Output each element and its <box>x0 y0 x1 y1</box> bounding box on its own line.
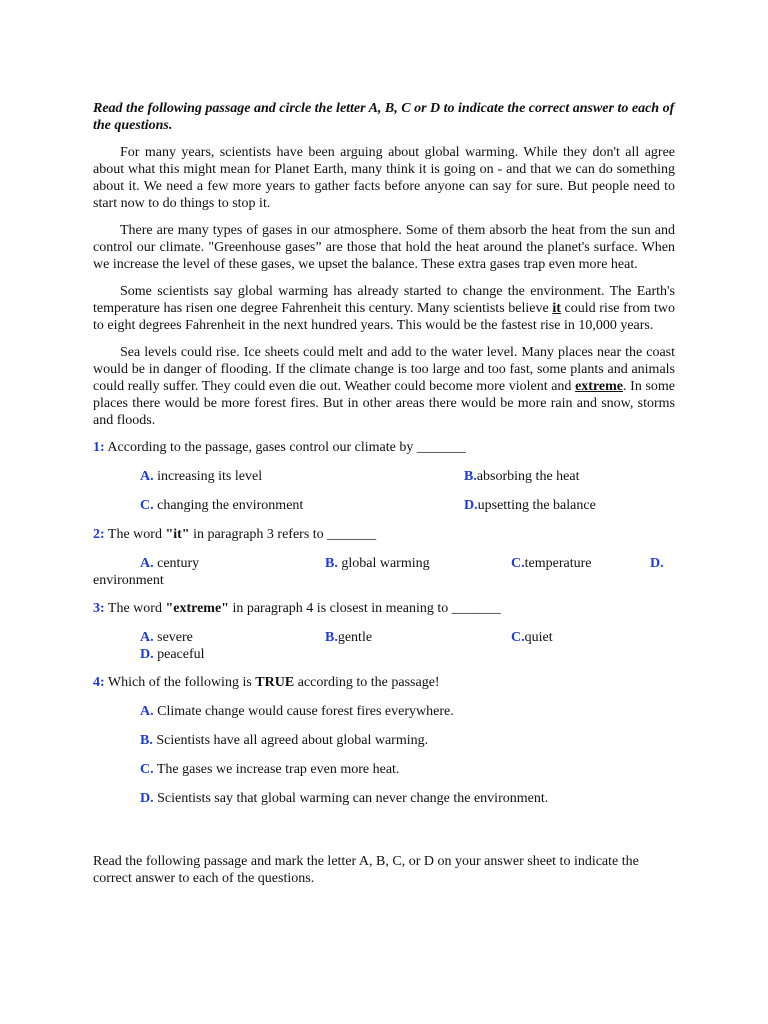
question-2-number: 2: <box>93 527 105 542</box>
option-text: quiet <box>524 630 553 645</box>
question-3-text-post: in paragraph 4 is closest in meaning to _______ <box>228 601 501 616</box>
option-text: absorbing the heat <box>476 469 580 484</box>
option-letter: B. <box>325 556 338 571</box>
question-2-options <box>93 555 675 589</box>
question-4-option-c[interactable] <box>140 761 675 778</box>
question-3-option-d[interactable] <box>140 646 205 663</box>
option-text: Scientists say that global warming can never change the environment. <box>153 791 549 806</box>
option-letter: D. <box>140 647 154 662</box>
option-text: The gases we increase trap even more heat. <box>153 762 400 777</box>
question-1-option-d[interactable] <box>464 497 596 514</box>
worksheet-page <box>93 100 675 887</box>
option-letter: A. <box>140 556 154 571</box>
question-1-number: 1: <box>93 440 105 455</box>
underlined-word-it: it <box>552 301 561 316</box>
question-2-option-b[interactable] <box>325 555 430 572</box>
paragraph-3-text-b: could rise from two to eight degrees Fahrenheit in the next hundred years. This would be the fastest rise in 10,000 years. <box>93 301 676 333</box>
question-4-option-a[interactable] <box>140 703 675 720</box>
option-letter: D. <box>650 556 664 571</box>
passage-instruction: Read the following passage and circle the letter A, B, C or D to indicate the correct answer to each of the questions. <box>93 101 675 133</box>
option-letter: B. <box>140 733 153 748</box>
option-text: increasing its level <box>153 469 263 484</box>
option-text: Scientists have all agreed about global warming. <box>152 733 429 748</box>
option-text: temperature <box>524 556 592 571</box>
option-text: peaceful <box>153 647 205 662</box>
question-3-keyword: "extreme" <box>165 601 229 616</box>
question-4-option-b[interactable] <box>140 732 675 749</box>
question-4-keyword: TRUE <box>255 675 295 690</box>
option-text: gentle <box>337 630 373 645</box>
underlined-word-extreme: extreme <box>575 379 624 394</box>
option-letter: B. <box>464 469 477 484</box>
option-letter: B. <box>325 630 338 645</box>
option-letter: D. <box>140 791 154 806</box>
option-letter: C. <box>140 498 154 513</box>
question-2-option-a[interactable] <box>140 555 199 572</box>
question-3-options <box>93 629 675 663</box>
question-3-option-a[interactable] <box>140 629 193 646</box>
paragraph-4-text-b: . In some places there would be more forest fires. But in other areas there would be more rain and snow, storms and floods. <box>93 379 676 428</box>
question-2-option-c[interactable] <box>511 555 591 572</box>
option-letter: A. <box>140 704 154 719</box>
question-2-text-post: in paragraph 3 refers to _______ <box>189 527 377 542</box>
question-2-option-d-text[interactable] <box>93 572 164 589</box>
paragraph-4 <box>93 344 675 429</box>
question-2-option-d-letter[interactable] <box>650 555 664 572</box>
question-4-option-d[interactable] <box>140 790 675 807</box>
question-4 <box>93 674 675 691</box>
option-text: changing the environment <box>153 498 304 513</box>
question-1-text: According to the passage, gases control our climate by _______ <box>104 440 466 455</box>
question-3-number: 3: <box>93 601 105 616</box>
next-section-instruction: Read the following passage and mark the letter A, B, C, or D on your answer sheet to indicate the correct answer to each of the questions. <box>93 854 639 886</box>
section-spacer <box>93 819 675 853</box>
option-letter: D. <box>464 498 478 513</box>
option-letter: C. <box>511 556 525 571</box>
option-text: century <box>153 556 200 571</box>
question-2 <box>93 526 675 543</box>
option-letter: A. <box>140 630 154 645</box>
option-letter: C. <box>140 762 154 777</box>
question-1-options-row-1 <box>93 468 675 485</box>
question-3 <box>93 600 675 617</box>
question-4-text-post: according to the passage! <box>294 675 440 690</box>
paragraph-3-text-a: Some scientists say global warming has already started to change the environment. The Earth's temperature has risen one degree Fahrenheit this century. Many scientists believe <box>93 284 675 316</box>
option-text: global warming <box>337 556 430 571</box>
paragraph-3 <box>93 283 675 334</box>
question-2-text-pre: The word <box>104 527 166 542</box>
option-letter: A. <box>140 469 154 484</box>
question-4-text-pre: Which of the following is <box>104 675 256 690</box>
option-text: environment <box>93 573 164 588</box>
option-text: upsetting the balance <box>477 498 596 513</box>
question-4-number: 4: <box>93 675 105 690</box>
question-3-option-c[interactable] <box>511 629 553 646</box>
question-1 <box>93 439 675 456</box>
question-3-option-b[interactable] <box>325 629 372 646</box>
paragraph-4-text-a: Sea levels could rise. Ice sheets could melt and add to the water level. Many places near the coast would be in danger of flooding. If the climate change is too large and too fast, some plants and animals could really suffer. They could even die out. Weather could become more violent and <box>93 345 675 394</box>
question-1-option-c[interactable] <box>140 497 303 514</box>
question-1-option-b[interactable] <box>464 468 579 485</box>
question-2-keyword: "it" <box>165 527 190 542</box>
question-3-text-pre: The word <box>104 601 166 616</box>
option-letter: C. <box>511 630 525 645</box>
paragraph-1: For many years, scientists have been arguing about global warming. While they don't all agree about what this might mean for Planet Earth, many think it is going on - and that we can do something about it. We need a few more years to gather facts before anyone can say for sure. But people need to start now to do things to stop it. <box>93 145 675 211</box>
option-text: severe <box>153 630 193 645</box>
question-1-option-a[interactable] <box>140 468 262 485</box>
paragraph-2: There are many types of gases in our atmosphere. Some of them absorb the heat from the sun and control our climate. "Greenhouse gases” are those that hold the heat around the planet's surface. When we increase the level of these gases, we upset the balance. These extra gases trap even more heat. <box>93 223 675 272</box>
question-1-options-row-2 <box>93 497 675 514</box>
option-text: Climate change would cause forest fires everywhere. <box>153 704 454 719</box>
